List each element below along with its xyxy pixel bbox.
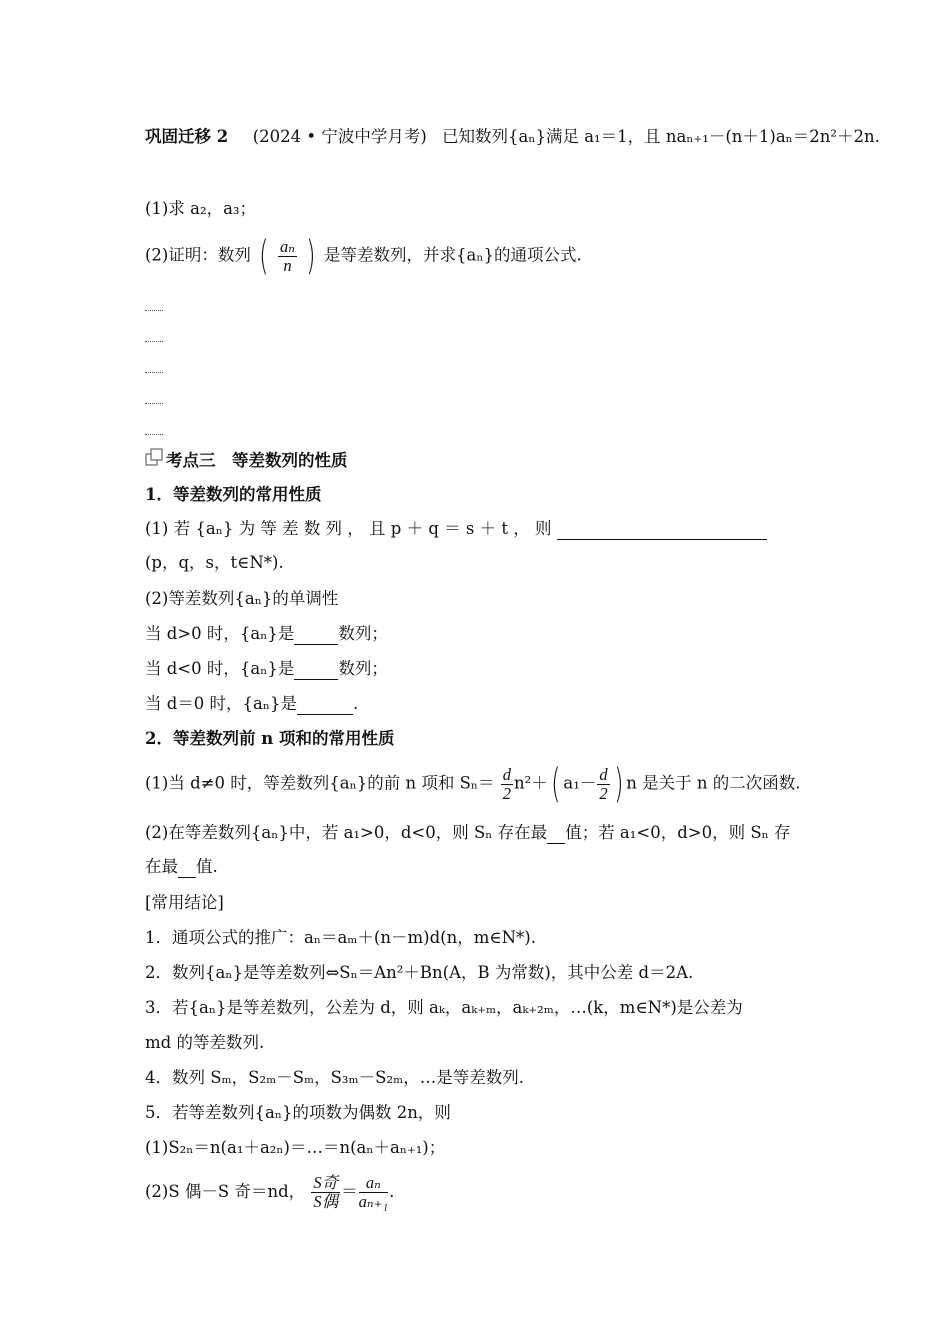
fill-blank: [294, 626, 338, 645]
sum-property-1: [145, 761, 801, 807]
fill-blank: [294, 661, 338, 680]
right-paren-icon: ): [613, 761, 624, 807]
mono-b-text: 当 d<0 时，{aₙ}是: [145, 659, 295, 678]
conclusion-3-cont: md 的等差数列.: [145, 1033, 265, 1052]
s1-suffix: n 是关于 n 的二次函数.: [626, 773, 801, 793]
conclusion-3: 3．若{aₙ}是等差数列，公差为 d，则 aₖ，aₖ₊ₘ，aₖ₊₂ₘ，…(k，m∈N*)是公差为: [145, 998, 743, 1017]
sum-property-2: [145, 822, 791, 844]
q2-frac-num: aₙ: [279, 236, 295, 256]
conclusions-title: [常用结论]: [145, 893, 224, 912]
q2-prefix: (2)证明：数列: [145, 245, 251, 265]
conclusion-2: 2．数列{aₙ}是等差数列⇔Sₙ＝An²＋Bn(A，B 为常数)，其中公差 d＝2A.: [145, 963, 694, 982]
s1-frac-num: d: [502, 764, 512, 784]
conclusion-5: 5．若等差数列{aₙ}的项数为偶数 2n，则: [145, 1103, 451, 1122]
s1-inner-fraction: [597, 766, 609, 803]
right-brace-icon: ): [306, 233, 316, 279]
s1-frac-den: 2: [502, 783, 512, 803]
answer-line: [145, 339, 163, 342]
conclusion-4: 4．数列 Sₘ，S₂ₘ－Sₘ，S₃ₘ－S₂ₘ，…是等差数列.: [145, 1068, 524, 1087]
conclusion-1: 1．通项公式的推广：aₙ＝aₘ＋(n－m)d(n，m∈N*).: [145, 928, 536, 947]
s1-inner-frac-num: d: [599, 764, 608, 784]
exercise-q1: (1)求 a₂，a₃；: [145, 199, 257, 218]
c5-2-prefix: (2)S 偶－S 奇＝nd，: [145, 1182, 306, 1201]
monotonic-increasing: [145, 623, 388, 645]
c5-2-eq: ＝: [341, 1182, 358, 1201]
exercise-source: (2024 • 宁波中学月考): [252, 127, 427, 146]
q2-frac-den: n: [283, 255, 292, 275]
monotonic-constant: [145, 693, 358, 715]
fill-blank: [297, 696, 353, 715]
fill-blank: [547, 825, 565, 844]
property-2: (2)等差数列{aₙ}的单调性: [145, 589, 339, 608]
q2-fraction: [278, 238, 297, 275]
s2-text-b-end: 值.: [196, 857, 218, 876]
property-1-cont: (p，q，s，t∈N*).: [145, 553, 284, 572]
c5-2-f1-den: S偶: [313, 1192, 339, 1211]
s2-text-b: 在最: [145, 857, 178, 876]
s1-inner: a₁－: [563, 773, 597, 793]
fill-blank: [178, 859, 196, 878]
conclusion-5-2: [145, 1174, 394, 1211]
section-title: 考点三 等差数列的性质: [166, 451, 348, 470]
conclusion-5-1: (1)S₂ₙ＝n(a₁＋a₂ₙ)＝…＝n(aₙ＋aₙ₊₁)；: [145, 1138, 446, 1157]
c5-2-f2-den: aₙ₊₁: [358, 1192, 389, 1211]
mono-a-end: 数列；: [338, 624, 388, 643]
exercise-line-1: [145, 126, 427, 148]
c5-2-f1-num: S奇: [313, 1173, 339, 1192]
exercise-q2: [145, 233, 582, 279]
heading-1: 1．等差数列的常用性质: [145, 485, 322, 504]
exercise-stem: 已知数列{aₙ}满足 a₁＝1，且 naₙ₊₁－(n＋1)aₙ＝2n²＋2n.: [442, 127, 880, 146]
s1-fraction: [501, 766, 513, 803]
s2-text-a-mid: 值；若 a₁<0，d>0，则 Sₙ 存: [565, 823, 791, 842]
s1-prefix: (1)当 d≠0 时，等差数列{aₙ}的前 n 项和 Sₙ＝: [145, 773, 495, 793]
property-1: [145, 518, 767, 540]
exercise-label: 巩固迁移 2: [145, 127, 229, 146]
heading-2: 2．等差数列前 n 项和的常用性质: [145, 729, 395, 748]
sum-property-2-cont: [145, 856, 218, 878]
mono-c-end: .: [353, 694, 359, 713]
mono-a-text: 当 d>0 时，{aₙ}是: [145, 624, 295, 643]
s2-text-a: (2)在等差数列{aₙ}中，若 a₁>0，d<0，则 Sₙ 存在最: [145, 823, 548, 842]
answer-line: [145, 401, 163, 404]
property-1-text: (1) 若 {aₙ} 为 等 差 数 列 ， 且 p ＋ q ＝ s ＋ t ， 则: [145, 519, 552, 538]
left-brace-icon: (: [259, 233, 269, 279]
mono-b-end: 数列；: [338, 659, 388, 678]
answer-line: [145, 370, 163, 373]
s1-inner-frac-den: 2: [599, 783, 608, 803]
c5-2-end: .: [389, 1182, 395, 1201]
q2-suffix: 是等差数列，并求{aₙ}的通项公式.: [324, 245, 582, 265]
s1-mid: n²＋: [514, 773, 548, 793]
answer-line: [145, 432, 163, 435]
c5-2-f2-num: aₙ: [359, 1174, 388, 1193]
c5-2-fraction-2: [359, 1174, 388, 1211]
left-paren-icon: (: [550, 761, 561, 807]
mono-c-text: 当 d＝0 时，{aₙ}是: [145, 694, 298, 713]
monotonic-decreasing: [145, 658, 388, 680]
fill-blank: [557, 521, 767, 540]
answer-line: [145, 308, 163, 311]
c5-2-fraction-1: [311, 1174, 340, 1211]
section-icon: [145, 447, 167, 467]
